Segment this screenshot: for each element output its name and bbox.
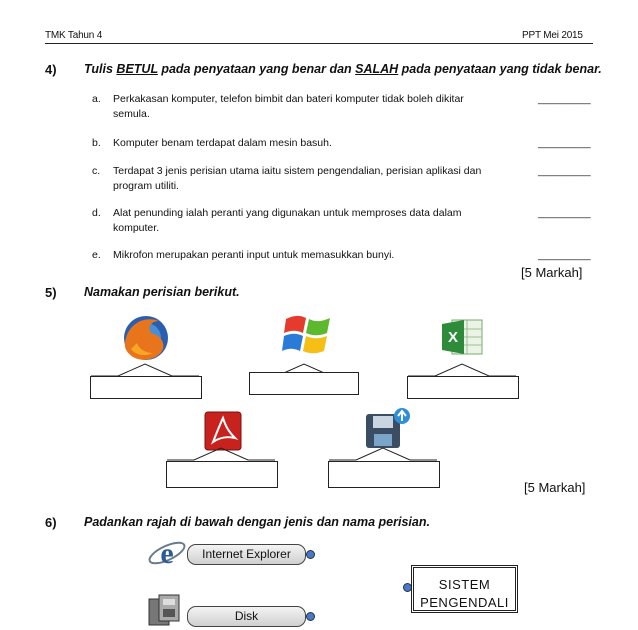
q4-item-a-blank[interactable]: _________ <box>538 93 591 105</box>
disk-connector-dot[interactable] <box>306 612 315 621</box>
sistem-pengendali-box: SISTEM PENGENDALI <box>411 565 518 613</box>
windows-icon <box>282 311 336 359</box>
svg-text:X: X <box>447 329 459 346</box>
q4-item-b-blank[interactable]: _________ <box>538 137 591 149</box>
answer-box-2[interactable] <box>249 372 359 395</box>
q4-item-c-line2: program utiliti. <box>113 180 179 192</box>
acrobat-icon <box>203 410 243 452</box>
q4-instr-pre: Tulis <box>84 62 117 76</box>
svg-text:e: e <box>160 537 174 570</box>
q4-item-e-blank[interactable]: _________ <box>538 249 591 261</box>
q4-instr-post: pada penyataan yang tidak benar. <box>398 62 602 76</box>
q4-instr-salah: SALAH <box>355 62 399 76</box>
q4-item-d-blank[interactable]: _________ <box>538 207 591 219</box>
q4-item-c <box>113 164 523 194</box>
q4-item-c-line1: Terdapat 3 jenis perisian utama iaitu sistem pengendalian, perisian aplikasi dan <box>113 165 482 177</box>
q4-item-e-letter: e. <box>92 249 101 261</box>
q6-number: 6) <box>45 515 57 530</box>
header-left: TMK Tahun 4 <box>45 30 103 41</box>
save-disk-icon <box>364 406 412 450</box>
ie-connector-dot[interactable] <box>306 550 315 559</box>
internet-explorer-icon <box>147 533 187 573</box>
q4-marks: [5 Markah] <box>521 265 583 280</box>
arrow-1 <box>90 363 200 377</box>
arrow-3 <box>407 363 517 377</box>
disk-tool-icon <box>147 593 185 627</box>
arrow-5 <box>328 447 438 461</box>
disk-label-pill: Disk <box>187 606 306 627</box>
q4-instr-betul: BETUL <box>116 62 158 76</box>
q5-instruction: Namakan perisian berikut. <box>84 285 240 299</box>
q4-item-e-line1: Mikrofon merupakan peranti input untuk memasukkan bunyi. <box>113 249 395 261</box>
header-right: PPT Mei 2015 <box>522 30 583 41</box>
answer-box-5[interactable] <box>328 461 440 488</box>
q4-item-d-line1: Alat penunding ialah peranti yang digunakan untuk memproses data dalam <box>113 207 462 219</box>
q4-instr-mid: pada penyataan yang benar dan <box>157 62 356 76</box>
q5-number: 5) <box>45 285 57 300</box>
q4-item-d-line2: komputer. <box>113 222 160 234</box>
q4-item-e <box>113 248 523 263</box>
answer-box-1[interactable] <box>90 376 202 399</box>
firefox-icon <box>121 313 171 363</box>
excel-icon <box>440 316 486 358</box>
q4-item-c-letter: c. <box>92 165 101 177</box>
q4-item-d <box>113 206 523 236</box>
q4-item-b-letter: b. <box>92 137 101 149</box>
q4-instruction <box>84 62 602 76</box>
header-rule <box>45 43 593 44</box>
q4-item-b-line1: Komputer benam terdapat dalam mesin basuh. <box>113 137 332 149</box>
q4-item-c-blank[interactable]: _________ <box>538 165 591 177</box>
q4-item-a-letter: a. <box>92 93 101 105</box>
q4-item-a <box>113 92 523 122</box>
q6-instruction: Padankan rajah di bawah dengan jenis dan nama perisian. <box>84 515 430 529</box>
q4-item-b <box>113 136 523 151</box>
q4-item-a-line1: Perkakasan komputer, telefon bimbit dan bateri komputer tidak boleh dikitar <box>113 93 464 105</box>
q4-item-d-letter: d. <box>92 207 101 219</box>
ie-label-pill: Internet Explorer <box>187 544 306 565</box>
answer-box-4[interactable] <box>166 461 278 488</box>
arrow-4 <box>166 447 276 461</box>
q4-item-a-line2: semula. <box>113 108 150 120</box>
answer-box-3[interactable] <box>407 376 519 399</box>
q4-number: 4) <box>45 62 57 77</box>
q5-marks: [5 Markah] <box>524 480 586 495</box>
